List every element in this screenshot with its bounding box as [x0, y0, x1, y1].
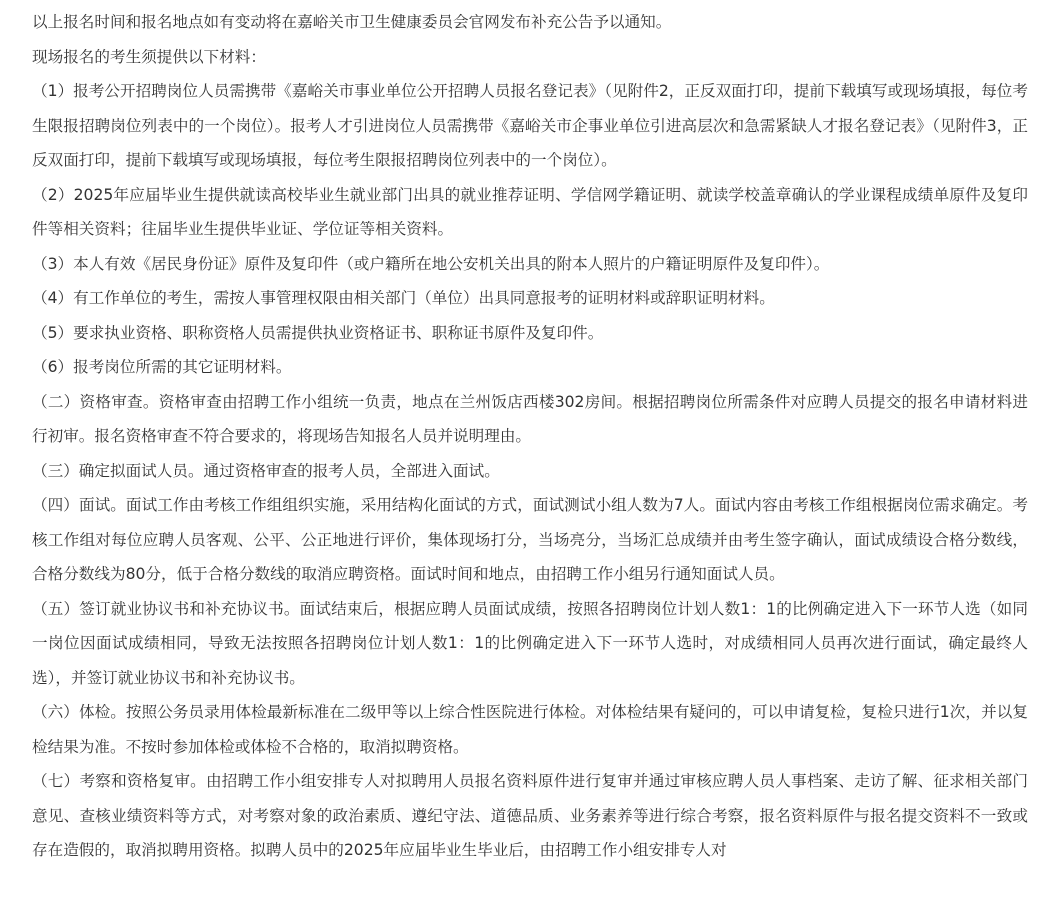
section-interview: （四）面试。面试工作由考核工作组组织实施，采用结构化面试的方式，面试测试小组人数为7人。面试内容由考核工作组根据岗位需求确定。考核工作组对每位应聘人员客观、公平、公正地进行评价，集体现场打分，当场亮分，当场汇总成绩并由考生签字确认，面试成绩设合格分数线，合格分数线为80分，低于合格分数线的取消应聘资格。面试时间和地点，由招聘工作小组另行通知面试人员。	[32, 496, 1028, 583]
item-5-qualification-certificates: （5）要求执业资格、职称资格人员需提供执业资格证书、职称证书原件及复印件。	[32, 323, 604, 342]
notice-change-paragraph: 以上报名时间和报名地点如有变动将在嘉峪关市卫生健康委员会官网发布补充公告予以通知。	[32, 13, 672, 31]
item-6-other-materials: （6）报考岗位所需的其它证明材料。	[32, 358, 292, 376]
materials-intro-paragraph: 现场报名的考生须提供以下材料：	[32, 47, 266, 66]
item-2-graduate-documents: （2）2025年应届毕业生提供就读高校毕业生就业部门出具的就业推荐证明、学信网学籍证明、就读学校盖章确认的学业课程成绩单原件及复印件等相关资料；往届毕业生提供毕业证、学位证等相关资料。	[32, 185, 1028, 238]
section-inspection-review: （七）考察和资格复审。由招聘工作小组安排专人对拟聘用人员报名资料原件进行复审并通过审核应聘人员人事档案、走访了解、征求相关部门意见、查核业绩资料等方式，对考察对象的政治素质、遵纪守法、道德品质、业务素养等进行综合考察，报名资料原件与报名提交资料不一致或存在造假的，取消拟聘用资格。拟聘人员中的2025年应届毕业生毕业后，由招聘工作小组安排专人对	[32, 772, 1028, 859]
item-1-registration-form: （1）报考公开招聘岗位人员需携带《嘉峪关市事业单位公开招聘人员报名登记表》（见附件2，正反双面打印，提前下载填写或现场填报，每位考生限报招聘岗位列表中的一个岗位）。报考人才引进岗位人员需携带《嘉峪关市企事业单位引进高层次和急需紧缺人才报名登记表》（见附件3，正反双面打印，提前下载填写或现场填报，每位考生限报招聘岗位列表中的一个岗位）。	[32, 82, 1028, 169]
section-interview-candidates: （三）确定拟面试人员。通过资格审查的报考人员，全部进入面试。	[32, 461, 500, 480]
section-qualification-review: （二）资格审查。资格审查由招聘工作小组统一负责，地点在兰州饭店西楼302房间。根据招聘岗位所需条件对应聘人员提交的报名申请材料进行初审。报名资格审查不符合要求的，将现场告知报名人员并说明理由。	[32, 392, 1028, 445]
section-employment-agreement: （五）签订就业协议书和补充协议书。面试结束后，根据应聘人员面试成绩，按照各招聘岗位计划人数1：1的比例确定进入下一环节人选（如同一岗位因面试成绩相同，导致无法按照各招聘岗位计划人数1：1的比例确定进入下一环节人选时，对成绩相同人员再次进行面试，确定最终人选），并签订就业协议书和补充协议书。	[32, 599, 1028, 687]
section-medical-exam: （六）体检。按照公务员录用体检最新标准在二级甲等以上综合性医院进行体检。对体检结果有疑问的，可以申请复检，复检只进行1次，并以复检结果为准。不按时参加体检或体检不合格的，取消拟聘资格。	[32, 703, 1028, 756]
item-4-employer-consent: （4）有工作单位的考生，需按人事管理权限由相关部门（单位）出具同意报考的证明材料或辞职证明材料。	[32, 289, 775, 307]
article-body	[32, 0, 1028, 868]
item-3-id-card: （3）本人有效《居民身份证》原件及复印件（或户籍所在地公安机关出具的附本人照片的户籍证明原件及复印件）。	[32, 254, 830, 273]
